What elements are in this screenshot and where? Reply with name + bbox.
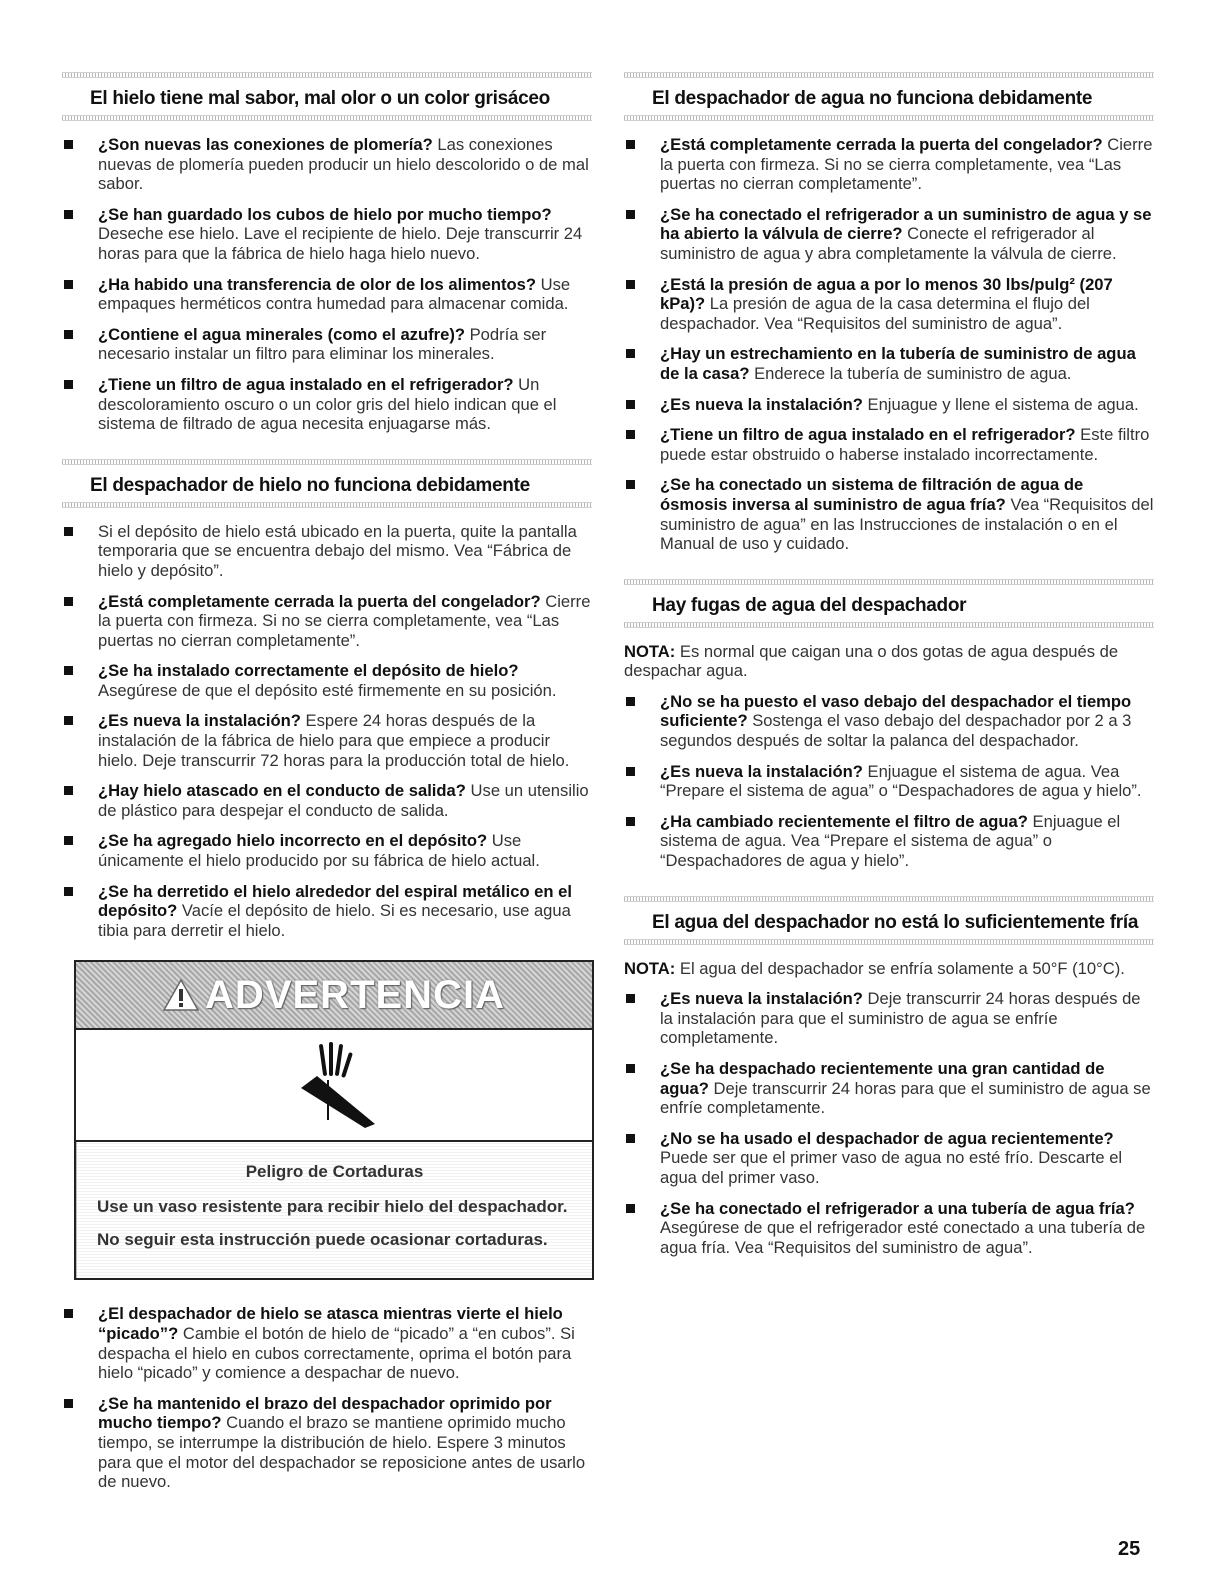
troubleshoot-list (624, 692, 1154, 871)
item-answer: La presión de agua de la casa determina el flujo del despachador. Vea “Requisitos del suministro de agua”. (660, 294, 1090, 333)
list-item (624, 135, 1154, 194)
list-item (624, 1199, 1154, 1258)
item-answer: Use únicamente el hielo producido por su fábrica de hielo actual. (98, 831, 540, 871)
item-question: ¿Se ha mantenido el brazo del despachador oprimido por mucho tiempo? (98, 1393, 552, 1433)
list-item (624, 1129, 1154, 1188)
list-item (624, 205, 1154, 264)
square-bullet-icon (64, 1309, 73, 1318)
item-answer: Podría ser necesario instalar un filtro para eliminar los minerales. (98, 324, 547, 364)
item-answer: Sostenga el vaso debajo del despachador por 2 a 3 segundos después de soltar la palanca del despachador. (660, 711, 1132, 751)
warning-box (74, 960, 594, 1280)
warning-icon-area (76, 1030, 592, 1142)
item-question: ¿Se ha instalado correctamente el depósito de hielo? (98, 661, 519, 681)
item-answer: Asegúrese de que el refrigerador esté conectado a una tubería de agua fría. Vea “Requisitos del suministro de agua”. (660, 1218, 1146, 1257)
list-item (62, 831, 592, 870)
square-bullet-icon (626, 1204, 635, 1213)
square-bullet-icon (64, 716, 73, 725)
square-bullet-icon (626, 430, 635, 439)
list-item (624, 475, 1154, 553)
item-answer: Deseche ese hielo. Lave el recipiente de hielo. Deje transcurrir 24 horas para que la fábrica de hielo haga hielo nuevo. (98, 224, 583, 263)
list-item (62, 205, 592, 264)
list-item (62, 1304, 592, 1382)
square-bullet-icon (64, 380, 73, 389)
square-bullet-icon (626, 210, 635, 219)
section-heading: El agua del despachador no está lo suficientemente fría (652, 911, 1139, 933)
section-header (624, 72, 1154, 121)
square-bullet-icon (64, 280, 73, 289)
warning-header (76, 962, 592, 1030)
list-item (624, 395, 1154, 415)
item-answer: Vea “Requisitos del suministro de agua” en las Instrucciones de instalación o en el Manual de uso y cuidado. (660, 494, 1154, 554)
item-answer: Use un utensilio de plástico para despejar el conducto de salida. (98, 781, 589, 820)
item-question: ¿No se ha usado el despachador de agua recientemente? (660, 1128, 1114, 1148)
section-header (624, 579, 1154, 628)
note-label: NOTA: (624, 958, 676, 978)
note-text: Es normal que caigan una o dos gotas de agua después de despachar agua. (624, 641, 1119, 681)
square-bullet-icon (64, 140, 73, 149)
left-column (62, 72, 592, 1503)
section-header (62, 459, 592, 508)
section-heading: El hielo tiene mal sabor, mal olor o un color grisáceo (90, 88, 550, 109)
warning-title (163, 973, 505, 1018)
section-header (62, 72, 592, 121)
square-bullet-icon (64, 597, 73, 606)
divider (624, 622, 1154, 628)
square-bullet-icon (64, 210, 73, 219)
list-item (624, 425, 1154, 464)
divider (62, 115, 592, 121)
note (624, 959, 1154, 979)
square-bullet-icon (64, 527, 73, 536)
item-question: ¿Es nueva la instalación? (660, 394, 863, 414)
warning-body (76, 1142, 592, 1278)
item-answer: Cierre la puerta con firmeza. Si no se cierra completamente, vea “Las puertas no cierran completamente”. (98, 591, 591, 650)
list-item (62, 781, 592, 820)
item-answer: Enderece la tubería de suministro de agua. (749, 363, 1072, 383)
square-bullet-icon (626, 994, 635, 1003)
section-header (624, 896, 1154, 945)
square-bullet-icon (64, 1399, 73, 1408)
list-item (62, 522, 592, 581)
square-bullet-icon (626, 280, 635, 289)
item-question: ¿Tiene un filtro de agua instalado en el refrigerador? (98, 374, 514, 394)
item-answer: Enjuague el sistema de agua. Vea “Prepare el sistema de agua” o “Despachadores de agua y hielo”. (660, 811, 1121, 871)
warning-consequence: No seguir esta instrucción puede ocasionar cortaduras. (97, 1230, 548, 1250)
item-question: ¿Está la presión de agua a por lo menos 30 lbs/pulg² (207 kPa)? (660, 274, 1113, 314)
troubleshoot-list (62, 522, 592, 941)
note-label: NOTA: (624, 641, 676, 661)
warning-title-text: ADVERTENCIA (205, 972, 505, 1017)
cut-hazard-icon (279, 1040, 389, 1130)
square-bullet-icon (626, 1134, 635, 1143)
item-question: ¿Es nueva la instalación? (660, 989, 863, 1009)
square-bullet-icon (626, 817, 635, 826)
note (624, 642, 1154, 681)
list-item (624, 692, 1154, 751)
item-question: ¿El despachador de hielo se atasca mientras vierte el hielo “picado”? (98, 1304, 563, 1343)
item-answer: Enjuague el sistema de agua. Vea “Prepare el sistema de agua” o “Despachadores de agua y hielo”. (660, 761, 1142, 801)
item-question: ¿Contiene el agua minerales (como el azufre)? (98, 324, 465, 344)
item-answer: Puede ser que el primer vaso de agua no esté frío. Descarte el agua del primer vaso. (660, 1148, 1123, 1187)
square-bullet-icon (626, 349, 635, 358)
square-bullet-icon (626, 400, 635, 409)
item-question: ¿Ha cambiado recientemente el filtro de agua? (660, 811, 1028, 831)
item-answer: Enjuague y llene el sistema de agua. (862, 394, 1139, 414)
item-answer: Asegúrese de que el depósito esté firmemente en su posición. (98, 680, 557, 700)
section-heading: El despachador de hielo no funciona debidamente (90, 474, 530, 496)
item-answer: Este filtro puede estar obstruido o haberse instalado incorrectamente. (660, 425, 1150, 464)
item-answer: Conecte el refrigerador al suministro de agua y abra completamente la válvula de cierre. (660, 224, 1117, 263)
item-answer: Un descoloramiento oscuro o un color gris del hielo indican que el sistema de filtrado de agua necesita enjuagarse más. (98, 374, 557, 434)
list-item (624, 275, 1154, 334)
item-question: ¿Está completamente cerrada la puerta del congelador? (98, 591, 541, 611)
item-question: ¿Hay un estrechamiento en la tubería de suministro de agua de la casa? (660, 344, 1136, 383)
note-text: El agua del despachador se enfría solamente a 50°F (10°C). (675, 958, 1125, 978)
warning-instruction: Use un vaso resistente para recibir hielo del despachador. (97, 1197, 568, 1217)
square-bullet-icon (626, 697, 635, 706)
item-question: ¿No se ha puesto el vaso debajo del despachador el tiempo suficiente? (660, 691, 1132, 731)
square-bullet-icon (64, 330, 73, 339)
section-heading: Hay fugas de agua del despachador (652, 594, 967, 616)
warning-triangle-icon (163, 979, 199, 1011)
right-column (624, 72, 1154, 1268)
item-answer: Si el depósito de hielo está ubicado en la puerta, quite la pantalla temporaria que se encuentra debajo del mismo. Vea “Fábrica de hielo y depósito”. (98, 521, 577, 580)
list-item (62, 275, 592, 314)
divider (62, 502, 592, 508)
list-item (62, 592, 592, 651)
item-question: ¿Es nueva la instalación? (660, 761, 863, 781)
list-item (62, 711, 592, 770)
item-question: ¿Hay hielo atascado en el conducto de salida? (98, 781, 466, 801)
divider (624, 115, 1154, 121)
list-item (624, 762, 1154, 801)
square-bullet-icon (64, 836, 73, 845)
square-bullet-icon (626, 1064, 635, 1073)
list-item (62, 375, 592, 434)
item-answer: Vacíe el depósito de hielo. Si es necesario, use agua tibia para derretir el hielo. (98, 901, 571, 940)
item-answer: Deje transcurrir 24 horas para que el suministro de agua se enfríe completamente. (660, 1078, 1151, 1118)
item-question: ¿Se ha despachado recientemente una gran cantidad de agua? (660, 1059, 1105, 1098)
list-item (62, 325, 592, 364)
hazard-name: Peligro de Cortaduras (245, 1162, 424, 1182)
item-question: ¿Se ha conectado el refrigerador a una tubería de agua fría? (660, 1198, 1135, 1218)
item-answer: Use empaques herméticos contra humedad para almacenar comida. (98, 274, 571, 314)
item-question: ¿Ha habido una transferencia de olor de los alimentos? (98, 274, 536, 294)
list-item (62, 135, 592, 194)
item-question: ¿Se han guardado los cubos de hielo por mucho tiempo? (98, 204, 552, 224)
list-item (62, 661, 592, 700)
list-item (62, 1394, 592, 1492)
list-item (624, 812, 1154, 871)
section-heading: El despachador de agua no funciona debidamente (652, 88, 1093, 109)
square-bullet-icon (64, 666, 73, 675)
item-answer: Deje transcurrir 24 horas después de la instalación para que el suministro de agua se enfríe completamente. (660, 989, 1141, 1048)
item-question: ¿Son nuevas las conexiones de plomería? (98, 135, 433, 154)
troubleshoot-list (62, 135, 592, 434)
page-number: 25 (1118, 1538, 1141, 1560)
item-answer: Espere 24 horas después de la instalación de la fábrica de hielo para que empiece a producir hielo. Deje transcurrir 72 horas para la producción total de hielo. (98, 711, 570, 770)
square-bullet-icon (626, 767, 635, 776)
troubleshoot-list (62, 1304, 592, 1491)
list-item (624, 344, 1154, 383)
troubleshoot-list (624, 989, 1154, 1257)
square-bullet-icon (626, 140, 635, 149)
troubleshoot-list (624, 135, 1154, 554)
item-question: ¿Tiene un filtro de agua instalado en el refrigerador? (660, 425, 1076, 445)
item-answer: Cierre la puerta con firmeza. Si no se cierra completamente, vea “Las puertas no cierran completamente”. (660, 135, 1153, 194)
item-question: ¿Se ha derretido el hielo alrededor del espiral metálico en el depósito? (98, 881, 572, 921)
item-answer: Cambie el botón de hielo de “picado” a “en cubos”. Si despacha el hielo en cubos correctamente, oprima el botón para hielo “picado” y comience a despachar de nuevo. (98, 1324, 575, 1383)
item-question: ¿Se ha agregado hielo incorrecto en el depósito? (98, 831, 488, 851)
list-item (624, 1059, 1154, 1118)
square-bullet-icon (626, 480, 635, 489)
item-answer: Las conexiones nuevas de plomería pueden producir un hielo descolorido o de mal sabor. (98, 135, 589, 194)
square-bullet-icon (64, 786, 73, 795)
list-item (62, 882, 592, 941)
item-question: ¿Está completamente cerrada la puerta del congelador? (660, 135, 1103, 154)
square-bullet-icon (64, 887, 73, 896)
item-question: ¿Es nueva la instalación? (98, 711, 301, 731)
divider (624, 939, 1154, 945)
item-question: ¿Se ha conectado un sistema de filtración de agua de ósmosis inversa al suministro de agua fría? (660, 475, 1084, 514)
list-item (624, 989, 1154, 1048)
item-answer: Cuando el brazo se mantiene oprimido mucho tiempo, se interrumpe la distribución de hielo. Espere 3 minutos para que el motor del despachador se reposicione antes de usarlo de nuevo. (98, 1413, 586, 1492)
item-question: ¿Se ha conectado el refrigerador a un suministro de agua y se ha abierto la válvula de cierre? (660, 204, 1152, 244)
